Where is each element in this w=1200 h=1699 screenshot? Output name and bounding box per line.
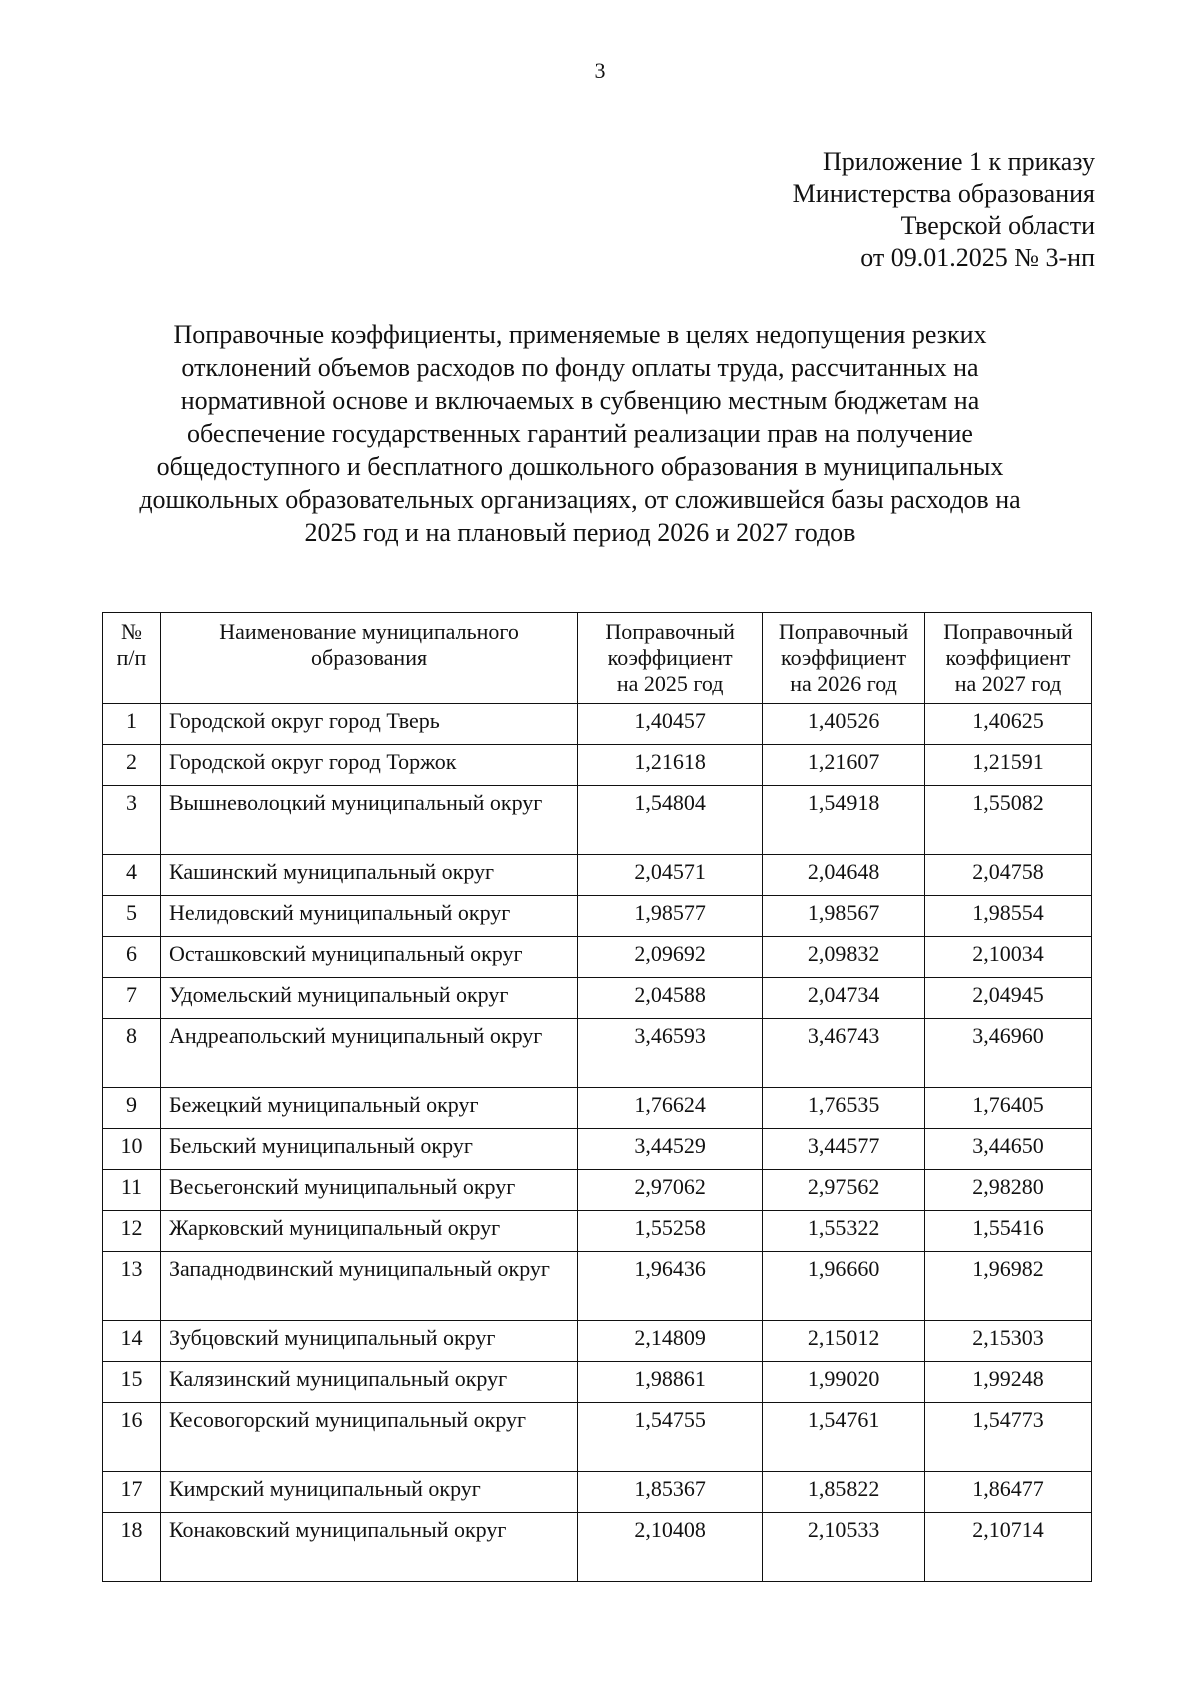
title-line: нормативной основе и включаемых в субвенцию местным бюджетам на (180, 386, 980, 415)
row-number: 9 (103, 1088, 161, 1129)
coef-2025: 3,46593 (578, 1019, 763, 1088)
coef-2026: 1,21607 (763, 745, 925, 786)
header-name (160, 613, 577, 704)
document-title (60, 318, 1100, 549)
table-row (103, 1088, 1092, 1129)
header-name-line: образования (311, 645, 428, 670)
row-number: 12 (103, 1211, 161, 1252)
row-number: 8 (103, 1019, 161, 1088)
title-line: Поправочные коэффициенты, применяемые в целях недопущения резких (173, 320, 987, 349)
municipality-name: Кашинский муниципальный округ (160, 855, 577, 896)
row-number: 5 (103, 896, 161, 937)
header-coef-line: коэффициент (607, 645, 733, 670)
municipality-name: Городской округ город Тверь (160, 704, 577, 745)
row-number: 6 (103, 937, 161, 978)
table-row (103, 937, 1092, 978)
municipality-name: Удомельский муниципальный округ (160, 978, 577, 1019)
municipality-name: Бежецкий муниципальный округ (160, 1088, 577, 1129)
header-number (103, 613, 161, 704)
coef-2026: 3,46743 (763, 1019, 925, 1088)
coef-2027: 1,76405 (925, 1088, 1092, 1129)
coef-2025: 1,85367 (578, 1472, 763, 1513)
coef-2027: 1,55082 (925, 786, 1092, 855)
coef-2027: 1,96982 (925, 1252, 1092, 1321)
header-coef-line: Поправочный (778, 619, 909, 644)
title-line: 2025 год и на плановый период 2026 и 2027 годов (304, 518, 856, 547)
table-row (103, 786, 1092, 855)
coef-2027: 1,40625 (925, 704, 1092, 745)
appendix-line: Приложение 1 к приказу (822, 147, 1095, 176)
table-row (103, 1403, 1092, 1472)
table-row (103, 1362, 1092, 1403)
coef-2026: 1,99020 (763, 1362, 925, 1403)
coef-2026: 1,55322 (763, 1211, 925, 1252)
coef-2027: 2,98280 (925, 1170, 1092, 1211)
coef-2027: 1,21591 (925, 745, 1092, 786)
row-number: 3 (103, 786, 161, 855)
coef-2026: 2,04734 (763, 978, 925, 1019)
coef-2027: 2,04758 (925, 855, 1092, 896)
header-number-line: п/п (116, 645, 147, 670)
municipality-name: Западнодвинский муниципальный округ (160, 1252, 577, 1321)
table-row (103, 855, 1092, 896)
header-coef-line: на 2027 год (954, 671, 1062, 696)
row-number: 14 (103, 1321, 161, 1362)
page-number: 3 (594, 58, 606, 83)
coef-2025: 1,98861 (578, 1362, 763, 1403)
appendix-line: от 09.01.2025 № 3-нп (860, 243, 1095, 272)
table-row (103, 1019, 1092, 1088)
coef-2025: 1,96436 (578, 1252, 763, 1321)
title-line: общедоступного и бесплатного дошкольного образования в муниципальных (156, 452, 1004, 481)
coef-2025: 1,21618 (578, 745, 763, 786)
coef-2027: 2,15303 (925, 1321, 1092, 1362)
municipality-name: Зубцовский муниципальный округ (160, 1321, 577, 1362)
title-line: обеспечение государственных гарантий реализации прав на получение (187, 419, 973, 448)
row-number: 10 (103, 1129, 161, 1170)
header-coef-2027 (925, 613, 1092, 704)
header-coef-2025 (578, 613, 763, 704)
header-coef-2026 (763, 613, 925, 704)
row-number: 1 (103, 704, 161, 745)
coef-2027: 2,10034 (925, 937, 1092, 978)
coef-2025: 2,97062 (578, 1170, 763, 1211)
table-row (103, 978, 1092, 1019)
table-row (103, 745, 1092, 786)
coef-2025: 1,76624 (578, 1088, 763, 1129)
row-number: 13 (103, 1252, 161, 1321)
coef-2026: 3,44577 (763, 1129, 925, 1170)
coef-2027: 1,99248 (925, 1362, 1092, 1403)
coef-2025: 3,44529 (578, 1129, 763, 1170)
row-number: 15 (103, 1362, 161, 1403)
coef-2027: 1,55416 (925, 1211, 1092, 1252)
municipality-name: Бельский муниципальный округ (160, 1129, 577, 1170)
coef-2026: 1,54761 (763, 1403, 925, 1472)
municipality-name: Конаковский муниципальный округ (160, 1513, 577, 1582)
coef-2027: 1,54773 (925, 1403, 1092, 1472)
municipality-name: Весьегонский муниципальный округ (160, 1170, 577, 1211)
coef-2025: 2,04588 (578, 978, 763, 1019)
title-line: дошкольных образовательных организациях, от сложившейся базы расходов на (139, 485, 1021, 514)
appendix-line: Министерства образования (792, 179, 1095, 208)
coef-2026: 1,76535 (763, 1088, 925, 1129)
coef-2025: 2,10408 (578, 1513, 763, 1582)
coef-2027: 3,44650 (925, 1129, 1092, 1170)
header-coef-line: Поправочный (943, 619, 1073, 644)
table-row (103, 1472, 1092, 1513)
coef-2025: 1,54755 (578, 1403, 763, 1472)
coef-2027: 2,10714 (925, 1513, 1092, 1582)
municipality-name: Кесовогорский муниципальный округ (160, 1403, 577, 1472)
coef-2026: 2,97562 (763, 1170, 925, 1211)
coef-2025: 1,54804 (578, 786, 763, 855)
municipality-name: Нелидовский муниципальный округ (160, 896, 577, 937)
coef-2026: 1,85822 (763, 1472, 925, 1513)
municipality-name: Жарковский муниципальный округ (160, 1211, 577, 1252)
municipality-name: Осташковский муниципальный округ (160, 937, 577, 978)
coef-2026: 2,10533 (763, 1513, 925, 1582)
table-row (103, 1211, 1092, 1252)
row-number: 11 (103, 1170, 161, 1211)
coef-2025: 1,55258 (578, 1211, 763, 1252)
table-row (103, 1252, 1092, 1321)
table-row (103, 1170, 1092, 1211)
coef-2025: 1,40457 (578, 704, 763, 745)
coef-2026: 1,96660 (763, 1252, 925, 1321)
coef-2027: 1,86477 (925, 1472, 1092, 1513)
table-row (103, 1321, 1092, 1362)
coef-2026: 2,04648 (763, 855, 925, 896)
table-row (103, 704, 1092, 745)
row-number: 17 (103, 1472, 161, 1513)
coef-2026: 1,98567 (763, 896, 925, 937)
coef-2025: 2,04571 (578, 855, 763, 896)
header-coef-line: на 2025 год (616, 671, 724, 696)
table-header-row (103, 613, 1092, 704)
row-number: 18 (103, 1513, 161, 1582)
header-coef-line: коэффициент (945, 645, 1071, 670)
row-number: 16 (103, 1403, 161, 1472)
table-row (103, 1129, 1092, 1170)
coef-2026: 2,09832 (763, 937, 925, 978)
municipality-name: Городской округ город Торжок (160, 745, 577, 786)
coef-2027: 2,04945 (925, 978, 1092, 1019)
coefficients-table (102, 612, 1092, 1582)
appendix-line: Тверской области (900, 211, 1095, 240)
municipality-name: Вышневолоцкий муниципальный округ (160, 786, 577, 855)
coef-2026: 1,54918 (763, 786, 925, 855)
row-number: 2 (103, 745, 161, 786)
municipality-name: Кимрский муниципальный округ (160, 1472, 577, 1513)
coef-2026: 1,40526 (763, 704, 925, 745)
header-name-line: Наименование муниципального (219, 619, 519, 644)
table-row (103, 896, 1092, 937)
coef-2025: 2,14809 (578, 1321, 763, 1362)
coef-2025: 2,09692 (578, 937, 763, 978)
header-number-line: № (120, 619, 142, 644)
table-row (103, 1513, 1092, 1582)
header-coef-line: коэффициент (781, 645, 907, 670)
appendix-reference (793, 146, 1095, 274)
row-number: 7 (103, 978, 161, 1019)
municipality-name: Калязинский муниципальный округ (160, 1362, 577, 1403)
coef-2027: 1,98554 (925, 896, 1092, 937)
coef-2027: 3,46960 (925, 1019, 1092, 1088)
municipality-name: Андреапольский муниципальный округ (160, 1019, 577, 1088)
title-line: отклонений объемов расходов по фонду оплаты труда, рассчитанных на (181, 353, 979, 382)
coef-2025: 1,98577 (578, 896, 763, 937)
coef-2026: 2,15012 (763, 1321, 925, 1362)
header-coef-line: Поправочный (605, 619, 735, 644)
row-number: 4 (103, 855, 161, 896)
header-coef-line: на 2026 год (790, 671, 897, 696)
